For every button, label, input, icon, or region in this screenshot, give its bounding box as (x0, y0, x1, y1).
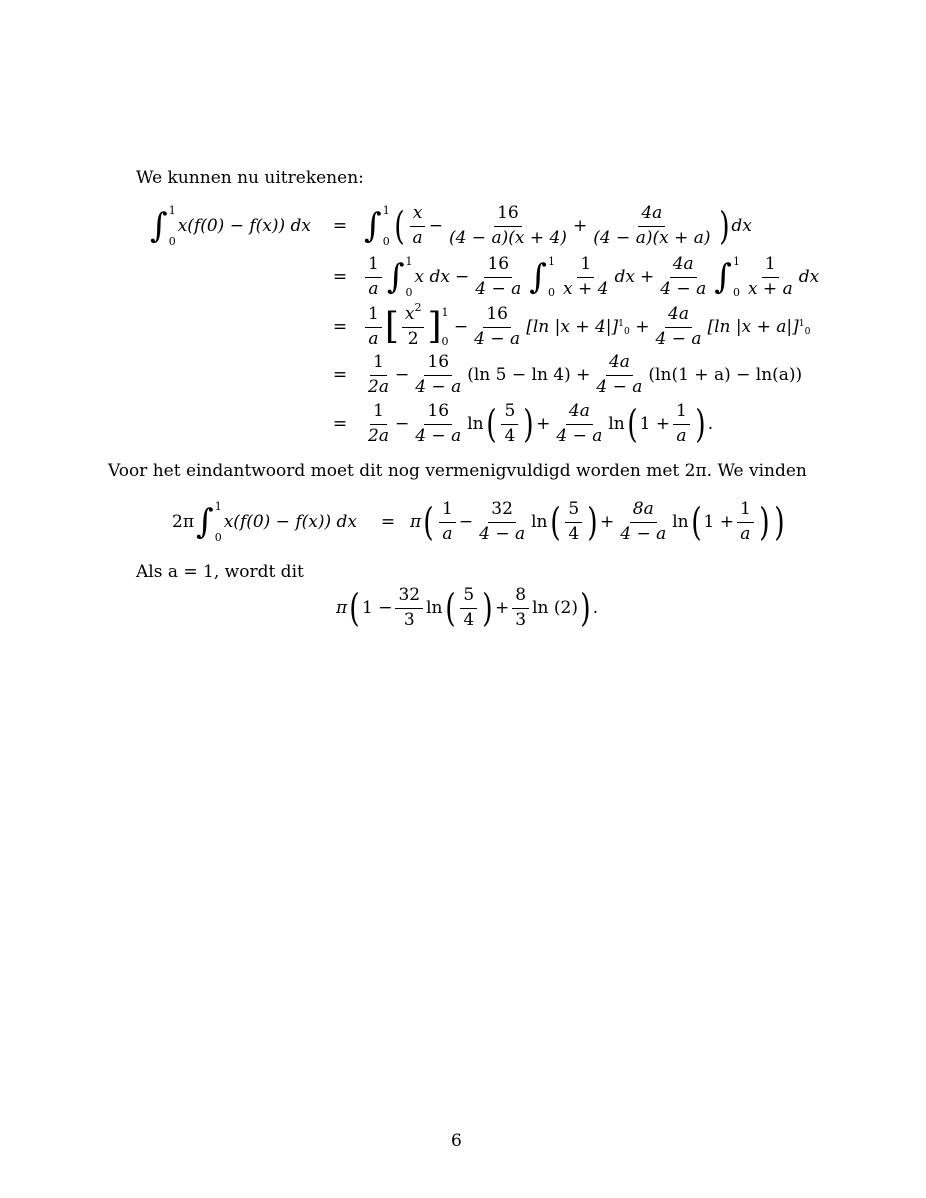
log: ln (531, 512, 548, 532)
log-two: ln (2) (532, 598, 578, 618)
intro-paragraph: We kunnen nu uitrekenen: (136, 168, 364, 188)
operator: + (495, 598, 510, 618)
equation-line-2 (318, 250, 819, 304)
integrand: x(f(0) − f(x)) dx (223, 512, 358, 532)
equals-sign: = (332, 216, 348, 236)
integrand-term: x dx (414, 267, 451, 287)
log: ln (426, 598, 443, 618)
bracket-limits: $^1_0$ (618, 317, 630, 337)
page-number: 6 (451, 1131, 462, 1151)
log: ln (672, 512, 689, 532)
operator: + (629, 317, 650, 337)
big-bracket: ] (427, 306, 442, 347)
log-difference: (ln 5 − ln 4) (467, 365, 571, 385)
big-paren: ( (444, 586, 456, 630)
special-case-equation (336, 580, 598, 636)
equals-sign: = (332, 267, 348, 287)
equation-line-5 (318, 396, 713, 452)
integral-symbol: ∫ 1 0 (386, 255, 413, 299)
operator: − (458, 512, 474, 532)
equals-sign: = (332, 365, 348, 385)
operator: − (394, 414, 410, 434)
final-equation-rhs (366, 494, 786, 550)
operator: + (572, 216, 588, 236)
operator: + (599, 512, 615, 532)
big-paren: ) (773, 500, 785, 544)
fraction: $\frac{4a}{4 - a}$ (660, 253, 707, 299)
log-bracket: [ln |x + a|] (707, 317, 799, 337)
operator: − (428, 216, 443, 236)
fraction: $\frac{1}{a}$ (439, 500, 456, 544)
integral-symbol: ∫ 1 0 (529, 255, 555, 299)
one-plus: 1 + (703, 512, 734, 532)
operator: + (639, 267, 655, 287)
big-paren: ) (587, 500, 598, 544)
fraction: $\frac{1}{a}$ (365, 255, 382, 299)
operator: − (394, 365, 410, 385)
fraction: $\frac{5}{4}$ (460, 586, 477, 630)
one-plus: 1 + (639, 414, 671, 434)
big-paren: ) (580, 586, 591, 630)
integral-symbol: ∫ 1 0 (364, 204, 390, 248)
differential: dx (798, 267, 820, 287)
fraction: $\frac{1}{2a}$ (368, 400, 389, 446)
log: ln (467, 414, 484, 434)
fraction: $\frac{16}{4 - a}$ (475, 253, 522, 299)
log-difference: (ln(1 + a) − ln(a)) (648, 365, 803, 385)
log-bracket: [ln |x + 4|] (526, 317, 619, 337)
integrand: x(f(0) − f(x)) dx (177, 216, 312, 236)
fraction: $\frac{1}{x + a}$ (747, 253, 793, 299)
fraction: $\frac{4a}{4 - a}$ (655, 303, 702, 349)
fraction: $\frac{4a}{4 - a}$ (556, 400, 603, 446)
fraction: $\frac{16}{(4 - a)(x + 4)}$ (448, 202, 567, 248)
equation-line-1 (148, 198, 311, 254)
big-paren: ) (482, 586, 493, 630)
fraction: $\frac{5}{4}$ (565, 500, 582, 544)
fraction: $\frac{8}{3}$ (512, 586, 529, 630)
fraction: $\frac{1}{2a}$ (368, 351, 389, 397)
period: . (707, 414, 714, 434)
big-paren: ( (423, 500, 434, 544)
equals-sign: = (332, 317, 348, 337)
final-equation-lhs (172, 494, 357, 550)
differential: dx (614, 267, 635, 287)
differential: dx (731, 216, 752, 236)
pi-symbol: π (336, 598, 348, 618)
big-paren: ( (690, 500, 702, 544)
fraction: $\frac{1}{a}$ (365, 305, 382, 349)
equals-sign: = (380, 512, 396, 532)
equation-line-4 (318, 350, 802, 400)
fraction: $\frac{16}{4 - a}$ (415, 400, 462, 446)
middle-paragraph: Voor het eindantwoord moet dit nog vermenigvuldigd worden met 2π. We vinden (108, 461, 807, 481)
integral-symbol: ∫ 1 0 (714, 255, 740, 299)
operator: + (570, 365, 591, 385)
fraction: $\frac{4a}{(4 - a)(x + a)}$ (593, 202, 711, 248)
fraction: $\frac{x^2}{2}$ (402, 305, 425, 349)
big-paren: ( (549, 500, 561, 544)
equation-line-3 (318, 300, 810, 354)
big-paren: ( (393, 204, 405, 248)
fraction: $\frac{x}{a}$ (410, 204, 426, 248)
case-paragraph: Als a = 1, wordt dit (136, 562, 304, 582)
big-paren: ( (349, 586, 360, 630)
fraction: $\frac{16}{4 - a}$ (415, 351, 462, 397)
big-bracket: [ (384, 306, 399, 347)
fraction: $\frac{5}{4}$ (501, 402, 518, 446)
fraction: $\frac{32}{3}$ (395, 586, 423, 630)
operator: − (448, 317, 469, 337)
fraction: $\frac{8a}{4 - a}$ (620, 498, 667, 544)
big-paren: ) (523, 402, 534, 446)
fraction: $\frac{16}{4 - a}$ (474, 303, 521, 349)
equation-line-1-rhs (318, 198, 752, 254)
operator: + (536, 414, 551, 434)
bracket-limits: 1 0 (441, 306, 449, 348)
big-paren: ) (758, 500, 770, 544)
big-paren: ( (485, 402, 497, 446)
fraction: $\frac{4a}{4 - a}$ (596, 351, 643, 397)
log: ln (608, 414, 625, 434)
integral-symbol: ∫ 1 0 (150, 204, 176, 248)
big-paren: ) (695, 402, 706, 446)
bracket-limits: $^1_0$ (798, 317, 811, 337)
operator: − (455, 267, 470, 287)
big-paren: ( (626, 402, 638, 446)
fraction: $\frac{32}{4 - a}$ (479, 498, 526, 544)
fraction: $\frac{1}{a}$ (673, 402, 690, 446)
fraction: $\frac{1}{x + 4}$ (563, 253, 609, 299)
period: . (592, 598, 599, 618)
two-pi: 2π (172, 512, 194, 532)
pi-symbol: π (410, 512, 422, 532)
fraction: $\frac{1}{a}$ (737, 500, 754, 544)
equals-sign: = (332, 414, 348, 434)
big-paren: ) (718, 204, 730, 248)
integral-symbol: ∫ 1 0 (196, 500, 222, 544)
one-minus: 1 − (362, 598, 393, 618)
